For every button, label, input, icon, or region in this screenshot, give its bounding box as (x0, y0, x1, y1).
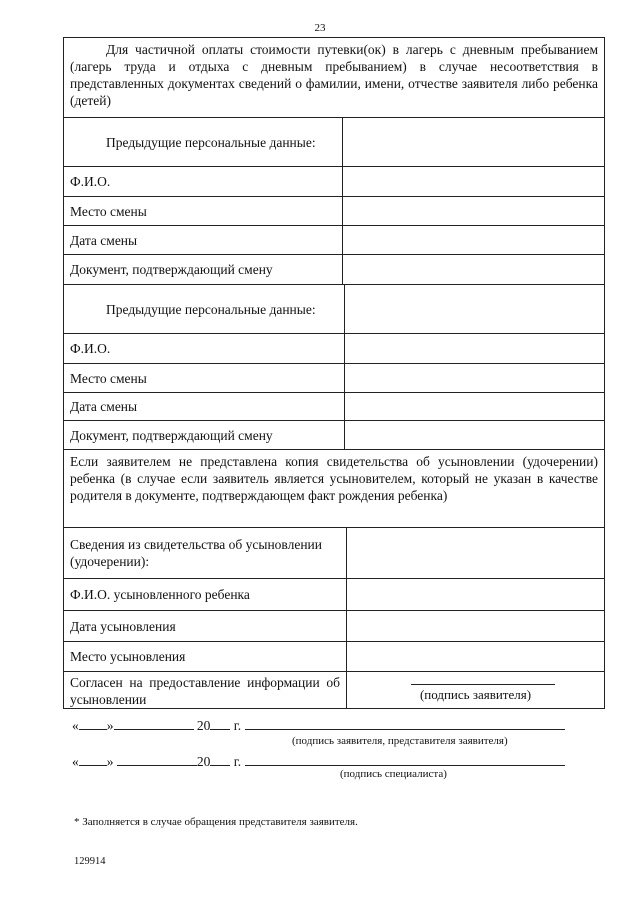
block1-place-label: Место смены (70, 203, 147, 219)
block1-heading: Предыдущие персональные данные: (106, 134, 316, 150)
block2-heading-value[interactable] (344, 285, 604, 333)
month-field[interactable] (114, 718, 194, 730)
block1-fio-label: Ф.И.О. (70, 174, 111, 189)
applicant-signature-field[interactable] (245, 718, 565, 730)
block2-fio-row (64, 333, 604, 363)
child-fio-label: Ф.И.О. усыновленного ребенка (70, 587, 250, 602)
block2-fio-label: Ф.И.О. (70, 341, 111, 356)
block2-doc-row (64, 420, 604, 449)
block1-place-row (64, 196, 604, 225)
block1-heading-value[interactable] (342, 118, 604, 166)
page-number: 23 (314, 22, 326, 34)
adoption-date-field[interactable] (346, 611, 604, 641)
specialist-signature-caption: (подпись специалиста) (340, 768, 447, 780)
adoption-heading-row (64, 527, 604, 578)
consent-signature-cell[interactable] (346, 672, 604, 709)
section1-intro-text: Для частичной оплаты стоимости путевки(ок) в лагерь с дневным пребыванием (лагерь труда и отдыха с дневным пребыванием) в случае несоответствия в представленных документах сведений о фамилии, имени, отчестве заявителя либо ребенка (детей) (70, 42, 598, 108)
document-code: 129914 (74, 856, 106, 867)
block2-doc-label: Документ, подтверждающий смену (70, 427, 273, 443)
day-close-quote-2: » (106, 754, 114, 769)
block2-place-label: Место смены (70, 370, 147, 386)
date-signature-line-1 (72, 718, 607, 734)
specialist-signature-field[interactable] (245, 754, 565, 766)
day-field-2[interactable] (79, 754, 107, 766)
application-form-table (63, 37, 605, 709)
block2-date-field[interactable] (344, 393, 604, 420)
day-open-quote: « (72, 718, 79, 733)
footnote: * Заполняется в случае обращения представителя заявителя. (74, 816, 358, 828)
adoption-date-row (64, 610, 604, 641)
year-prefix: 20 (196, 718, 211, 733)
day-open-quote-2: « (72, 754, 79, 769)
consent-signature-line (411, 684, 555, 685)
block1-doc-field[interactable] (342, 255, 604, 284)
year-suffix-2: г. (233, 754, 242, 769)
block1-date-field[interactable] (342, 226, 604, 254)
block1-date-row (64, 225, 604, 254)
section2-intro-row (64, 449, 604, 527)
block2-place-field[interactable] (344, 364, 604, 392)
day-close-quote: » (106, 718, 114, 733)
block1-doc-row (64, 254, 604, 284)
adoption-date-label: Дата усыновления (70, 618, 176, 634)
year-suffix: г. (233, 718, 242, 733)
child-fio-row (64, 578, 604, 610)
day-field[interactable] (79, 718, 107, 730)
adoption-heading-value[interactable] (346, 528, 604, 578)
month-field-2[interactable] (117, 754, 197, 766)
section1-intro-row (64, 38, 604, 117)
child-fio-field[interactable] (346, 579, 604, 610)
block1-fio-row (64, 166, 604, 196)
block2-doc-field[interactable] (344, 421, 604, 449)
block1-fio-field[interactable] (342, 167, 604, 196)
consent-signature-caption: (подпись заявителя) (419, 687, 532, 702)
block2-date-label: Дата смены (70, 399, 138, 414)
year-field[interactable] (210, 718, 230, 730)
year-prefix-2: 20 (196, 754, 211, 769)
block1-heading-row (64, 117, 604, 166)
adoption-place-row (64, 641, 604, 671)
adoption-heading: Сведения из свидетельства об усыновлении (удочерении): (70, 537, 323, 569)
block2-date-row (64, 392, 604, 420)
consent-label: Согласен на предоставление информации об усыновлении (70, 674, 340, 707)
block2-heading-row (64, 284, 604, 333)
block2-place-row (64, 363, 604, 392)
block2-heading: Предыдущие персональные данные: (106, 301, 316, 317)
block1-date-label: Дата смены (70, 232, 138, 248)
adoption-place-label: Место усыновления (70, 649, 186, 664)
block1-place-field[interactable] (342, 197, 604, 225)
consent-row (64, 671, 604, 709)
block1-doc-label: Документ, подтверждающий смену (70, 262, 273, 277)
adoption-place-field[interactable] (346, 642, 604, 671)
block2-fio-field[interactable] (344, 334, 604, 363)
applicant-signature-caption: (подпись заявителя, представителя заявителя) (292, 735, 508, 747)
section2-intro-text: Если заявителем не представлена копия свидетельства об усыновлении (удочерении) ребенка (в случае если заявитель является усыновителем, который не указан в качестве родителя в документе, подтверждающем факт рождения ребенка) (70, 454, 598, 503)
year-field-2[interactable] (210, 754, 230, 766)
